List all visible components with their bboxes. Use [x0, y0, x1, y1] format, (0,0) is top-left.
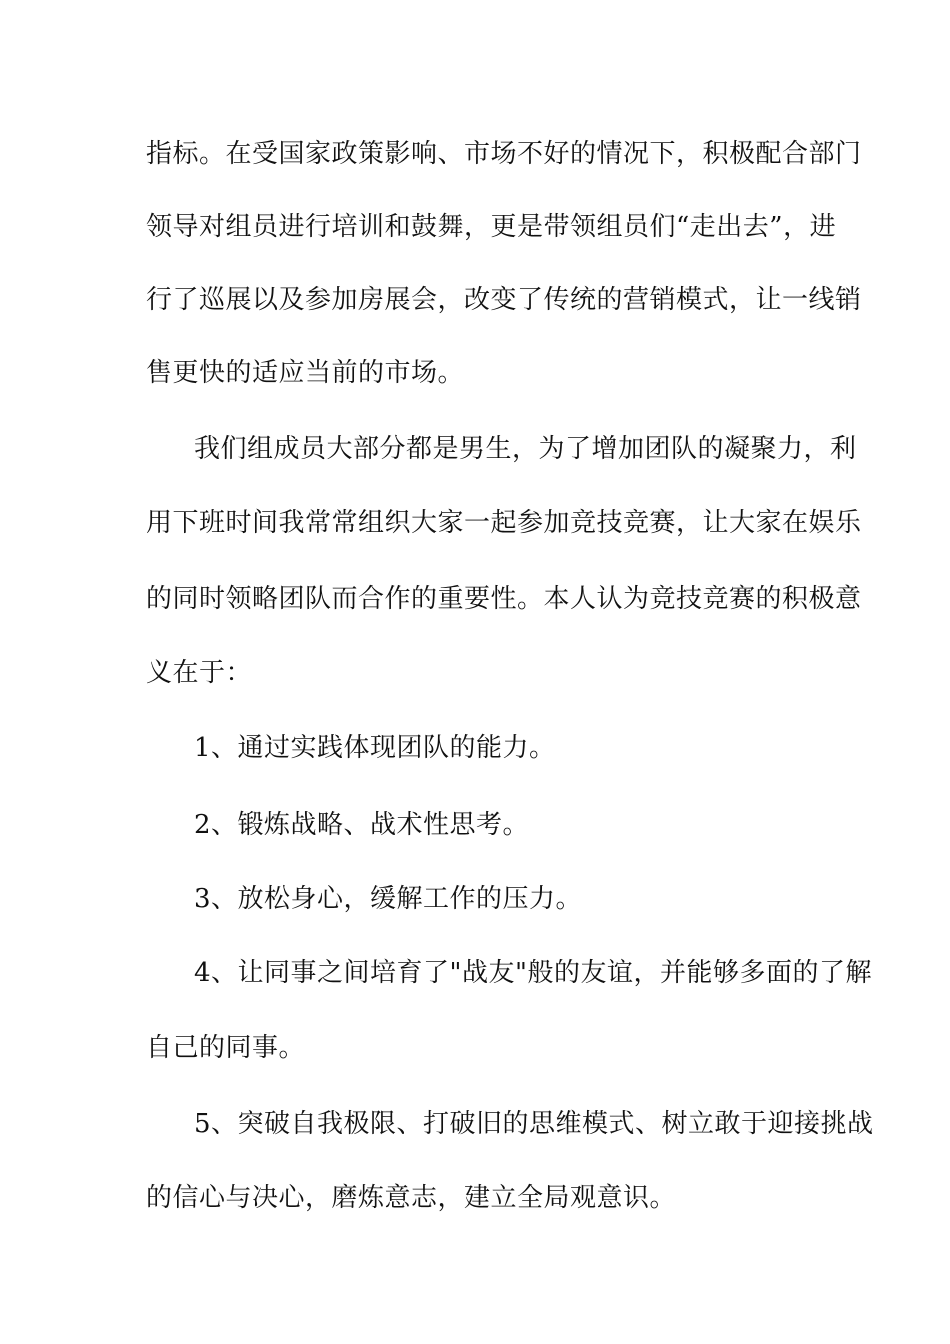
- list-item-5: 5、突破自我极限、打破旧的思维模式、树立敢于迎接挑战: [194, 1109, 874, 1139]
- paragraph-line: 指标。在受国家政策影响、市场不好的情况下，积极配合部门: [146, 139, 862, 169]
- paragraph-line: 领导对组员进行培训和鼓舞，更是带领组员们“走出去”，进: [146, 212, 837, 242]
- paragraph-line: 我们组成员大部分都是男生，为了增加团队的凝聚力，利: [194, 434, 857, 464]
- paragraph-line: 的信心与决心，磨炼意志，建立全局观意识。: [146, 1183, 677, 1213]
- list-item-4: 4、让同事之间培育了"战友"般的友谊，并能够多面的了解: [194, 958, 872, 988]
- list-item-3: 3、放松身心，缓解工作的压力。: [194, 884, 583, 914]
- paragraph-line: 自己的同事。: [146, 1033, 306, 1063]
- paragraph-line: 的同时领略团队而合作的重要性。本人认为竞技竞赛的积极意: [146, 584, 862, 614]
- paragraph-line: 义在于：: [146, 658, 253, 688]
- list-item-2: 2、锻炼战略、战术性思考。: [194, 810, 530, 840]
- paragraph-line: 行了巡展以及参加房展会，改变了传统的营销模式，让一线销: [146, 285, 862, 315]
- paragraph-line: 售更快的适应当前的市场。: [146, 358, 465, 388]
- list-item-1: 1、通过实践体现团队的能力。: [194, 733, 556, 763]
- paragraph-line: 用下班时间我常常组织大家一起参加竞技竞赛，让大家在娱乐: [146, 508, 862, 538]
